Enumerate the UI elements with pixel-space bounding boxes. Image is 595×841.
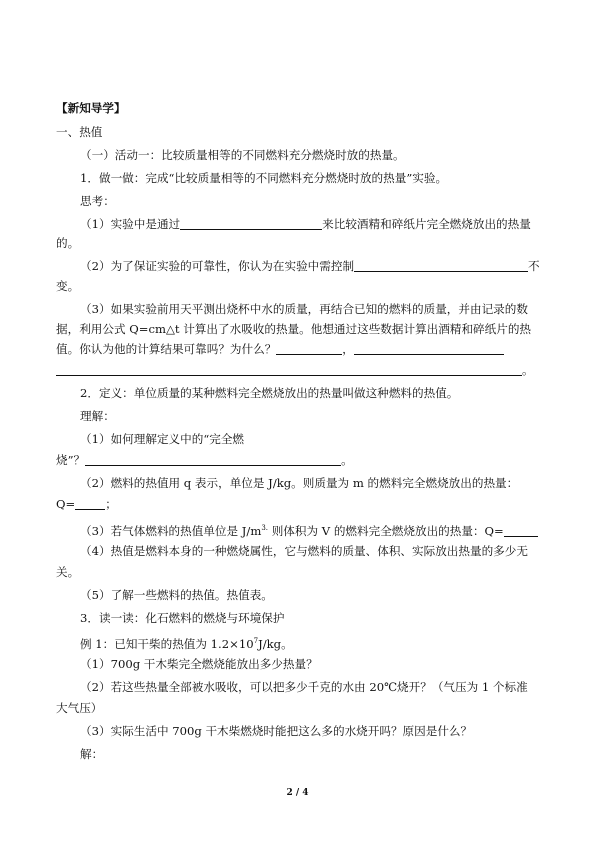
question-1-cont: 的。 <box>56 236 80 250</box>
example-q1-line: （1）700g 干木柴完全燃烧能放出多少热量？ <box>80 657 318 671</box>
understand-1-line: （1）如何理解定义中的“完全燃 <box>80 432 245 446</box>
example-1-text-b: J/kg。 <box>258 637 293 651</box>
think-label: 思考： <box>80 194 115 208</box>
answer-blank-5[interactable] <box>75 497 105 510</box>
question-1-line <box>80 216 540 232</box>
question-2-cont: 变。 <box>56 279 80 293</box>
understand-2-semicolon: ； <box>105 497 117 511</box>
example-1-line <box>80 633 540 649</box>
read-line: 3．读一读：化石燃料的燃烧与环境保护 <box>80 611 285 625</box>
example-q2-line: （2）若这些热量全部被水吸收，可以把多少千克的水由 20℃烧开？（气压为 1 个标准 <box>80 680 528 694</box>
answer-blank-3b[interactable] <box>354 342 504 355</box>
definition-line: 2．定义：单位质量的某种燃料完全燃烧放出的热量叫做这种燃料的热值。 <box>80 386 459 400</box>
question-3-text-c: 值。你认为他的计算结果可靠吗？为什么？ <box>56 342 277 356</box>
question-2-text-a: （2）为了保证实验的可靠性，你认为在实验中需控制 <box>80 259 355 273</box>
answer-blank-3c[interactable] <box>56 363 522 376</box>
question-3-line-1: （3）如果实验前用天平测出烧杯中水的质量，再结合已知的燃料的质量，并由记录的数 <box>80 302 528 316</box>
understand-5-line: （5）了解一些燃料的热值。热值表。 <box>80 588 273 602</box>
question-1-text-a: （1）实验中是通过 <box>80 217 181 231</box>
question-3-period: 。 <box>522 363 534 377</box>
question-2-line <box>80 258 540 274</box>
understand-4-line: （4）热值是燃料本身的一种燃烧属性，它与燃料的质量、体积、实际放出热量的多少无 <box>80 544 528 558</box>
example-q2-cont: 大气压） <box>56 701 103 715</box>
understand-3-text-b: 则体积为 V 的燃料完全燃烧放出的热量：Q= <box>268 524 504 538</box>
question-3-line-3 <box>56 341 540 357</box>
question-3-line-4 <box>56 362 540 378</box>
page-number: 2 / 4 <box>286 788 309 798</box>
understand-2-cont <box>56 496 540 512</box>
understand-1-cont <box>56 452 540 468</box>
question-2-text-b: 不 <box>528 259 540 273</box>
answer-blank-4[interactable] <box>85 453 341 466</box>
section-title-heat-value: 一、热值 <box>56 125 103 139</box>
understand-3-text-a: （3）若气体燃料的热值单位是 J/m <box>80 524 262 538</box>
activity-title: （一）活动一：比较质量相等的不同燃料充分燃烧时放的热量。 <box>80 148 405 162</box>
do-it-line: 1．做一做：完成“比较质量相等的不同燃料充分燃烧时放的热量”实验。 <box>80 171 448 185</box>
question-3-line-2: 据，利用公式 Q=cm△t 计算出了水吸收的热量。他想通过这些数据计算出酒精和碎纸片的热 <box>56 322 532 336</box>
solve-label: 解： <box>80 747 104 761</box>
understand-label: 理解： <box>80 409 115 423</box>
question-1-text-b: 来比较酒精和碎纸片完全燃烧放出的热量 <box>322 217 531 231</box>
understand-1-text-b: 烧”？ <box>56 453 86 467</box>
example-q3-line: （3）实际生活中 700g 干木柴燃烧时能把这么多的水烧开吗？原因是什么？ <box>80 724 473 738</box>
answer-blank-1[interactable] <box>180 217 322 230</box>
example-1-superscript: 7 <box>253 637 259 645</box>
question-3-comma: ， <box>342 342 354 356</box>
answer-blank-3a[interactable] <box>276 342 342 355</box>
understand-2-line: （2）燃料的热值用 q 表示，单位是 J/kg。则质量为 m 的燃料完全燃烧放出的热量： <box>80 476 519 490</box>
understand-3-line <box>80 520 540 536</box>
understand-2-text-b: Q= <box>56 497 76 511</box>
understand-3-superscript: 3. <box>261 524 269 532</box>
section-heading: 【新知导学】 <box>56 101 126 115</box>
understand-4-cont: 关。 <box>56 565 80 579</box>
example-1-text-a: 例 1：已知干柴的热值为 1.2×10 <box>80 637 254 651</box>
understand-1-period: 。 <box>341 453 353 467</box>
answer-blank-2[interactable] <box>354 259 528 272</box>
answer-blank-6[interactable] <box>504 524 538 537</box>
